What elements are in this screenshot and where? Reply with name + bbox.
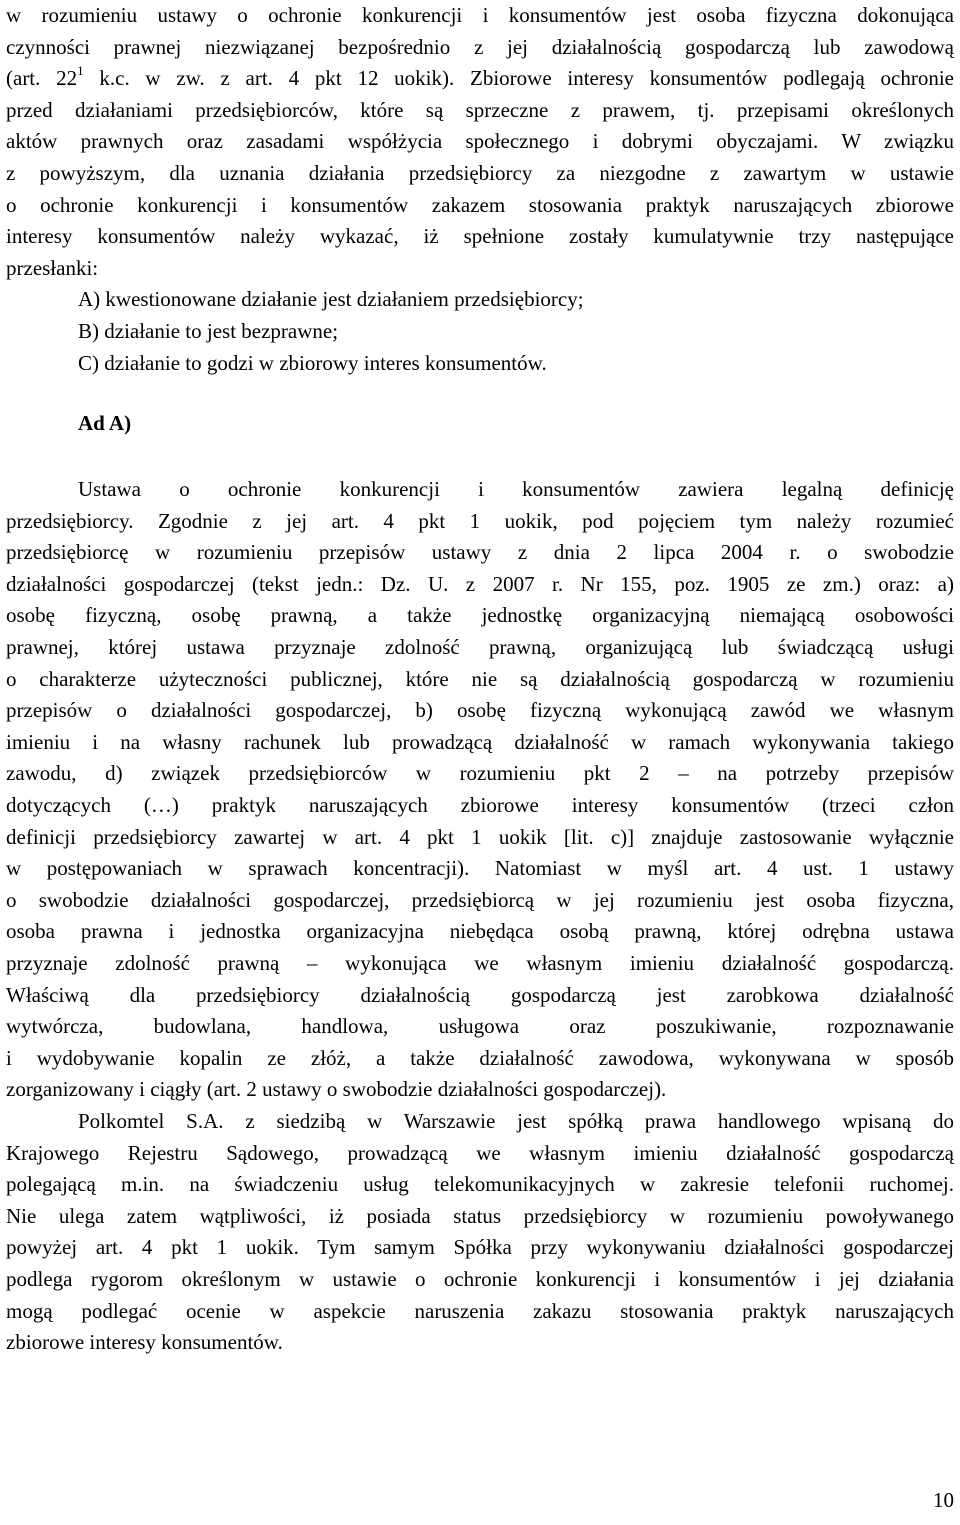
condition-item: C) działanie to godzi w zbiorowy interes konsumentów. [78,350,547,375]
intro-line: interesy konsumentów należy wykazać, iż spełnione zostały kumulatywnie trzy następujące [6,224,954,249]
polkomtel-line: polegającą m.in. na świadczeniu usług telekomunikacyjnych w zakresie telefonii ruchomej. [6,1172,954,1197]
definition-line: Właściwą dla przedsiębiorcy działalnością gospodarczą jest zarobkowa działalność [6,982,954,1007]
polkomtel-line: mogą podlegać ocenie w aspekcie naruszenia zakazu stosowania praktyk naruszających [6,1298,954,1323]
definition-line: osoba prawna i jednostka organizacyjna niebędąca osobą prawną, której odrębna ustawa [6,919,954,944]
definition-line: przedsiębiorcę w rozumieniu przepisów ustawy z dnia 2 lipca 2004 r. o swobodzie [6,540,954,565]
definition-line: Ustawa o ochronie konkurencji i konsumentów zawiera legalną definicję [78,477,954,501]
definition-line: zorganizowany i ciągły (art. 2 ustawy o swobodzie działalności gospodarczej). [6,1077,667,1102]
polkomtel-line: Nie ulega zatem wątpliwości, iż posiada status przedsiębiorcy w rozumieniu powoływanego [6,1203,954,1228]
definition-line: przepisów o działalności gospodarczej, b) osobę fizyczną wykonującą zawód we własnym [6,698,954,723]
intro-line-with-sup [6,63,954,95]
intro-line-part: k.c. w zw. z art. 4 pkt 12 uokik). Zbiorowe interesy konsumentów podlegają ochronie [83,66,954,91]
intro-line: z powyższym, dla uznania działania przedsiębiorcy za niezgodne z zawartym w ustawie [6,160,954,185]
intro-paragraph [6,0,954,379]
polkomtel-line: Krajowego Rejestru Sądowego, prowadzącą we własnym imieniu działalność gospodarczą [6,1140,954,1165]
page-number: 10 [933,1488,954,1512]
condition-item: B) działanie to jest bezprawne; [78,318,339,343]
polkomtel-line: powyżej art. 4 pkt 1 uokik. Tym samym Spółka przy wykonywaniu działalności gospodarczej [6,1235,954,1260]
intro-line: w rozumieniu ustawy o ochronie konkurencji i konsumentów jest osoba fizyczna dokonująca [6,3,954,27]
polkomtel-line: Polkomtel S.A. z siedzibą w Warszawie jest spółką prawa handlowego wpisaną do [78,1109,954,1133]
definition-paragraph [6,474,954,1106]
definition-line: o swobodzie działalności gospodarczej, przedsiębiorcą w jej rozumieniu jest osoba fizyczna, [6,887,954,912]
definition-line: przedsiębiorcy. Zgodnie z jej art. 4 pkt 1 uokik, pod pojęciem tym należy rozumieć [6,508,954,533]
intro-line: przed działaniami przedsiębiorców, które są sprzeczne z prawem, tj. przepisami określonych [6,97,954,122]
section-heading: Ad A) [78,411,132,435]
polkomtel-paragraph [6,1106,954,1359]
definition-line: osobę fizyczną, osobę prawną, a także jednostkę organizacyjną niemającą osobowości [6,603,954,628]
superscript: 1 [77,63,84,79]
polkomtel-line: podlega rygorom określonym w ustawie o ochronie konkurencji i konsumentów i jej działania [6,1266,954,1291]
definition-line: wytwórcza, budowlana, handlowa, usługowa oraz poszukiwanie, rozpoznawanie [6,1014,954,1039]
intro-line-part: (art. 22 [6,66,78,91]
definition-text [6,474,954,1106]
conditions-list [6,284,954,379]
intro-text [6,0,954,284]
definition-line: definicji przedsiębiorcy zawartej w art. 4 pkt 1 uokik [lit. c)] znajduje zastosowanie wyłącznie [6,824,954,849]
definition-line: działalności gospodarczej (tekst jedn.: Dz. U. z 2007 r. Nr 155, poz. 1905 ze zm.) oraz: a) [6,571,954,596]
condition-item: A) kwestionowane działanie jest działaniem przedsiębiorcy; [78,287,584,312]
definition-line: zawodu, d) związek przedsiębiorców w rozumieniu pkt 2 – na potrzeby przepisów [6,761,954,786]
polkomtel-line: zbiorowe interesy konsumentów. [6,1330,283,1355]
definition-line: i wydobywanie kopalin ze złóż, a także działalność zawodowa, wykonywana w sposób [6,1045,954,1070]
definition-line: dotyczących (…) praktyk naruszających zbiorowe interesy konsumentów (trzeci człon [6,792,954,817]
definition-line: prawnej, której ustawa przyznaje zdolność prawną, organizującą lub świadczącą usługi [6,634,954,659]
intro-line: o ochronie konkurencji i konsumentów zakazem stosowania praktyk naruszających zbiorowe [6,192,954,217]
definition-line: o charakterze użyteczności publicznej, które nie są działalnością gospodarczą w rozumieniu [6,666,954,691]
definition-line: imieniu i na własny rachunek lub prowadzącą działalność w ramach wykonywania takiego [6,729,954,754]
definition-line: przyznaje zdolność prawną – wykonująca we własnym imieniu działalność gospodarczą. [6,950,954,975]
definition-line: w postępowaniach w sprawach koncentracji). Natomiast w myśl art. 4 ust. 1 ustawy [6,856,954,881]
intro-line: przesłanki: [6,255,99,280]
polkomtel-text [6,1106,954,1359]
intro-line: czynności prawnej niezwiązanej bezpośrednio z jej działalnością gospodarczą lub zawodową [6,34,954,59]
intro-line: aktów prawnych oraz zasadami współżycia społecznego i dobrymi obyczajami. W związku [6,129,954,154]
